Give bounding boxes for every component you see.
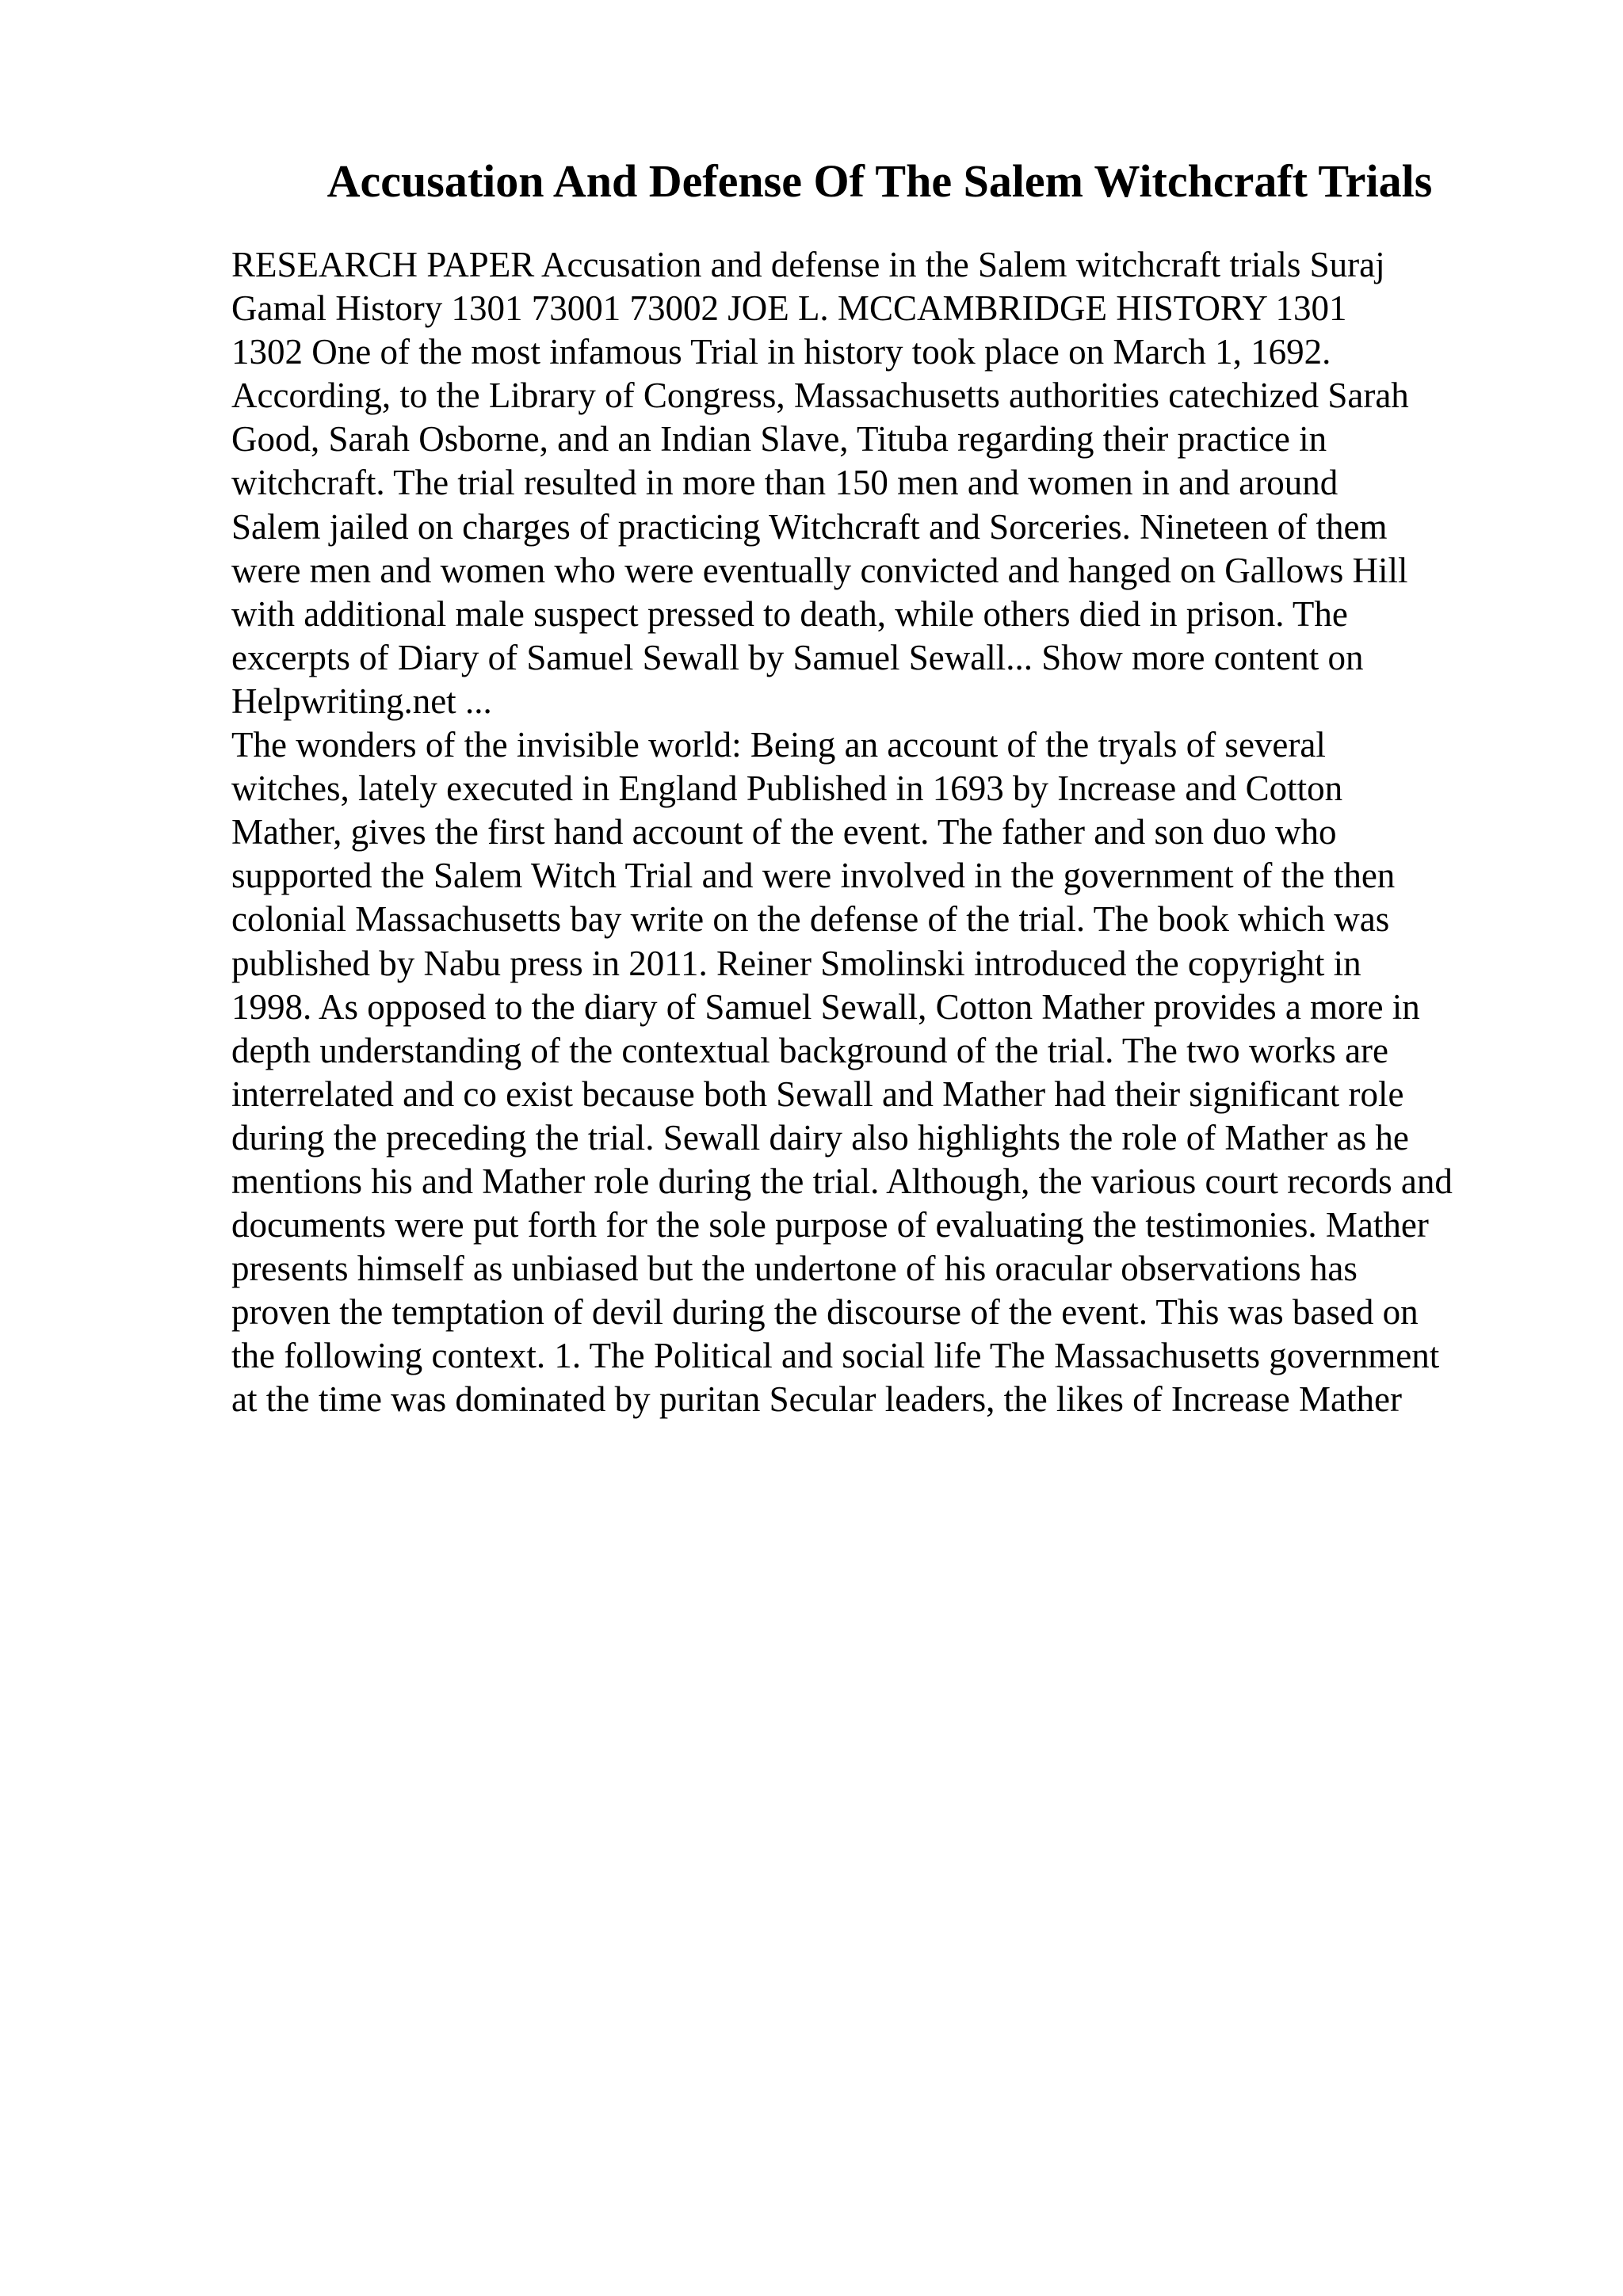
body-text-line: were men and women who were eventually convicted and hanged on Gallows Hill [231,550,1408,590]
body-text-line: witchcraft. The trial resulted in more than 150 men and women in and around [231,463,1338,503]
body-text-line: Salem jailed on charges of practicing Witchcraft and Sorceries. Nineteen of them [231,506,1388,547]
body-text-line: RESEARCH PAPER Accusation and defense in the Salem witchcraft trials Suraj [231,245,1385,284]
body-text-line: supported the Salem Witch Trial and were involved in the government of the then [231,856,1396,896]
body-text-line: interrelated and co exist because both Sewall and Mather had their significant role [231,1074,1404,1114]
body-text-line: 1302 One of the most infamous Trial in history took place on March 1, 1692. [231,332,1331,372]
body-text-line: presents himself as unbiased but the undertone of his oracular observations has [231,1249,1358,1289]
body-text-line: witches, lately executed in England Published in 1693 by Increase and Cotton [231,769,1343,809]
body-text-line: Helpwriting.net ... [231,681,492,721]
body-text-line: Mather, gives the first hand account of the event. The father and son duo who [231,812,1337,852]
body-text-line: documents were put forth for the sole purpose of evaluating the testimonies. Mather [231,1205,1429,1245]
body-text-line: the following context. 1. The Political and social life The Massachusetts government [231,1336,1440,1376]
body-text-line: 1998. As opposed to the diary of Samuel Sewall, Cotton Mather provides a more in [231,986,1420,1027]
body-text-line: colonial Massachusetts bay write on the defense of the trial. The book which was [231,899,1390,940]
body-text-line: excerpts of Diary of Samuel Sewall by Samuel Sewall... Show more content on [231,637,1364,677]
body-text-line: with additional male suspect pressed to death, while others died in prison. The [231,593,1348,634]
document-body [231,243,1547,1422]
body-text-line: published by Nabu press in 2011. Reiner Smolinski introduced the copyright in [231,943,1361,983]
body-text-line: The wonders of the invisible world: Being an account of the tryals of several [231,725,1326,765]
body-text-line: proven the temptation of devil during the discourse of the event. This was based on [231,1292,1419,1333]
document-title: Accusation And Defense Of The Salem Witchcraft Trials [327,155,1433,207]
body-text-line: According, to the Library of Congress, Massachusetts authorities catechized Sarah [231,376,1409,416]
body-text-line: Good, Sarah Osborne, and an Indian Slave, Tituba regarding their practice in [231,419,1327,460]
body-text-line: mentions his and Mather role during the trial. Although, the various court records and [231,1161,1453,1201]
body-text-line: depth understanding of the contextual background of the trial. The two works are [231,1030,1388,1070]
body-text-line: at the time was dominated by puritan Secular leaders, the likes of Increase Mather [231,1379,1402,1420]
body-text-line: during the preceding the trial. Sewall dairy also highlights the role of Mather as he [231,1117,1409,1158]
body-text-line: Gamal History 1301 73001 73002 JOE L. MCCAMBRIDGE HISTORY 1301 [231,288,1347,329]
